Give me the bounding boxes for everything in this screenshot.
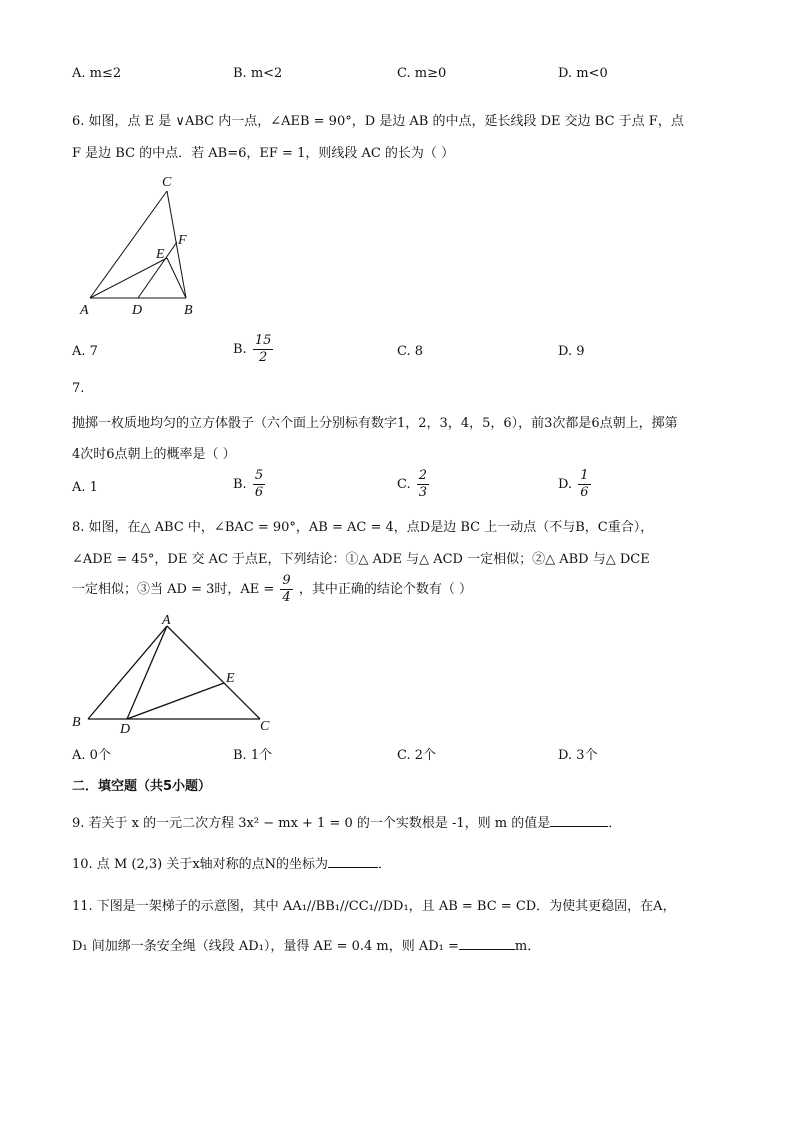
q8-text-line2: ∠ADE = 45°，DE 交 AC 于点E，下列结论：①△ ADE 与△ ACD 一定相似；②△ ABD 与△ DCE (72, 552, 650, 567)
q8-label-b: B (72, 715, 81, 730)
q7-number: 7. (72, 381, 85, 396)
q6-text-line1: 6. 如图，点 E 是 ∨ABC 内一点，∠AEB = 90°，D 是边 AB 的中点，延长线段 DE 交边 BC 于点 F，点 (72, 114, 684, 129)
q7-text-line1: 抛掷一枚质地均匀的立方体骰子（六个面上分别标有数字1，2，3，4，5，6），前3次都是6点朝上，掷第 (72, 416, 678, 431)
q8-label-e: E (226, 671, 235, 686)
q10-text: 10. 点 M (2,3) 关于x轴对称的点N的坐标为 ． (72, 857, 392, 872)
q8-text-line1: 8. 如图，在△ ABC 中，∠BAC = 90°，AB = AC = 4，点D是边 BC 上一动点（不与B，C重合）， (72, 520, 654, 535)
q7-option-d: D. $\frac{1}{6}$ (558, 468, 589, 500)
q8-option-c: C. 2个 (397, 748, 437, 763)
q7-text-line2: 4次时6点朝上的概率是（ ） (72, 447, 236, 462)
q6-label-f: F (178, 233, 187, 248)
q6-option-d: D. 9 (558, 344, 585, 359)
q7-option-c: C. $\frac{2}{3}$ (397, 468, 428, 500)
q8-figure (70, 612, 280, 742)
q5-option-c: C. m≥0 (397, 66, 447, 81)
q8-segment-de (127, 683, 224, 719)
q6-option-a: A. 7 (72, 344, 98, 359)
q6-label-e: E (156, 247, 165, 262)
q5-option-d: D. m<0 (558, 66, 608, 81)
q8-option-b: B. 1个 (233, 748, 273, 763)
q6-option-c: C. 8 (397, 344, 424, 359)
q5-option-b: B. m<2 (233, 66, 283, 81)
q10-answer-blank[interactable] (328, 855, 378, 868)
q6-text-line2: F 是边 BC 的中点．若 AB=6，EF = 1，则线段 AC 的长为（ ） (72, 146, 455, 161)
q7-option-a: A. 1 (72, 480, 98, 495)
q6-figure (76, 170, 206, 320)
q6-segment-ae (90, 258, 167, 298)
q6-segment-ac (90, 191, 167, 298)
q11-text-line1: 11. 下图是一架梯子的示意图，其中 AA₁//BB₁//CC₁//DD₁，且 AB = BC = CD．为使其更稳固，在A， (72, 899, 676, 914)
q8-option-a: A. 0个 (72, 748, 111, 763)
q6-option-b: B. $\frac{15}{2}$ (233, 333, 272, 365)
q11-text-line2: D₁ 间加绑一条安全绳（线段 AD₁），量得 AE = 0.4 m，则 AD₁ = m． (72, 939, 541, 954)
q8-option-d: D. 3个 (558, 748, 598, 763)
section-heading-fill-in: 二．填空题（共5小题） (72, 779, 212, 794)
q6-label-d: D (132, 303, 143, 318)
q8-label-c: C (260, 719, 270, 734)
q11-answer-blank[interactable] (459, 937, 515, 950)
q8-segment-ac (167, 626, 260, 719)
q6-label-b: B (184, 303, 193, 318)
q9-answer-blank[interactable] (550, 814, 608, 827)
q8-label-a: A (162, 613, 171, 628)
q8-text-line3: 一定相似；③当 AD = 3时，AE = $\frac{9}{4}$ ，其中正确的结论个数有（ ） (72, 573, 472, 605)
q6-label-c: C (162, 175, 172, 190)
q6-segment-eb (167, 258, 186, 298)
q7-option-b: B. $\frac{5}{6}$ (233, 468, 264, 500)
q5-option-a: A. m≤2 (72, 66, 122, 81)
q8-segment-ad (127, 626, 167, 719)
q8-label-d: D (120, 722, 131, 737)
q8-segment-ab (88, 626, 167, 719)
q9-text: 9. 若关于 x 的一元二次方程 3x² − mx + 1 = 0 的一个实数根是 -1，则 m 的值是 ． (72, 816, 622, 831)
q6-label-a: A (80, 303, 89, 318)
